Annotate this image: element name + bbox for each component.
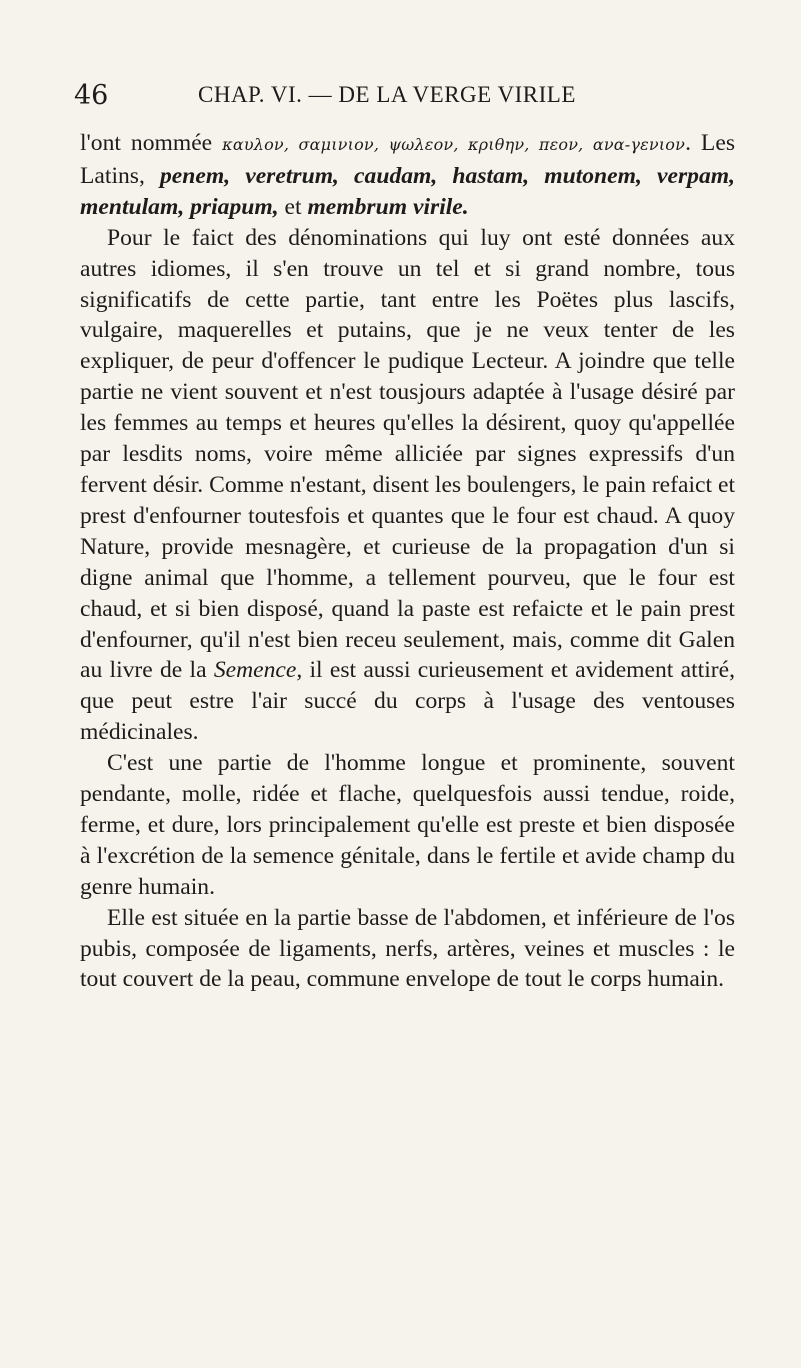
- paragraph-1-text: . Les Latins,: [80, 130, 735, 189]
- greek-terms: καυλον, σαμινιον, ψωλεον, κριθην, πεον, ανα-γενιον: [222, 135, 686, 154]
- body-text: [80, 128, 735, 995]
- paragraph-1-lead: l'ont nommée: [80, 130, 223, 156]
- paragraph-2-text: Pour le faict des dénominations qui luy ont esté données aux autres idiomes, il s'en trouve un tel et si grand nombre, tous significatifs de cette partie, tant entre les Poëtes plus lascifs, vulgaire, maquerelles et putains, que je ne veux tenter de les expliquer, de peur d'offencer le pudique Lecteur. A joindre que telle partie ne vient souvent et n'est tousjours adaptée à l'usage désiré par les femmes au temps et heures qu'elles la désirent, quoy qu'appellée par lesdits noms, voire même alliciée par signes expressifs d'un fervent désir. Comme n'estant, disent les boulengers, le pain refaict et prest d'enfourner toutesfois et quantes que le four est chaud. A quoy Nature, provide mesnagère, et curieuse de la propagation d'un si digne animal que l'homme, a tellement pourveu, que le four est chaud, et si bien disposé, quand la paste est refaicte et le pain prest d'enfourner, qu'il n'est bien receu seulement, mais, comme dit Galen au livre de la: [80, 224, 735, 684]
- page-number: 46: [74, 80, 109, 111]
- running-head: [74, 78, 735, 122]
- latin-terms: penem, veretrum, caudam, hastam, mutonem, verpam, mentulam, priapum,: [80, 162, 735, 220]
- latin-term-last: membrum virile.: [307, 193, 469, 220]
- paragraph-2-end: il est aussi curieusement et avidement attiré, que peut estre l'air succé du corps à l'usage des ventouses médicinales.: [80, 657, 735, 746]
- chapter-title: CHAP. VI. — DE LA VERGE VIRILE: [198, 82, 576, 107]
- paragraph-2: [80, 223, 735, 748]
- paragraph-3: C'est une partie de l'homme longue et prominente, souvent pendante, molle, ridée et flache, quelquesfois aussi tendue, roide, ferme, et dure, lors principalement qu'elle est preste et bien disposée à l'excrétion de la semence génitale, dans le fertile et avide champ du genre humain.: [80, 750, 735, 900]
- paragraph-1: [80, 128, 735, 223]
- book-page: [74, 78, 735, 995]
- book-title-semence: Semence,: [213, 657, 303, 684]
- paragraph-4: Elle est située en la partie basse de l'abdomen, et inférieure de l'os pubis, composée de ligaments, nerfs, artères, veines et muscles : le tout couvert de la peau, commune envelope de tout le corps humain.: [80, 904, 735, 993]
- paragraph-1-conj: et: [278, 193, 308, 220]
